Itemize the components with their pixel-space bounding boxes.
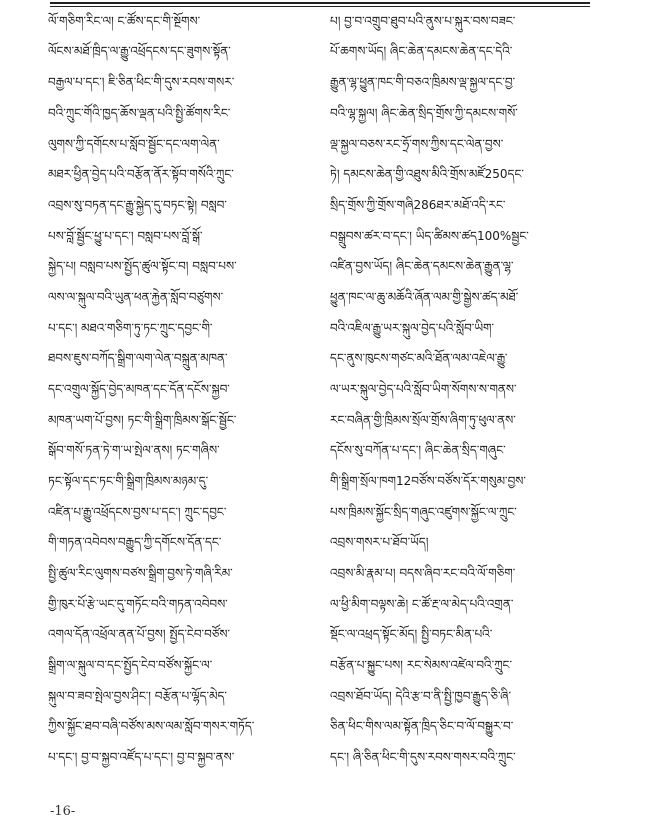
text-line: དང་ནུས་ཁུངས་གཙང་མའི་ཐོན་ལམ་འཇེལ་རྒྱུ་ bbox=[330, 351, 508, 365]
text-line: དངོས་སུ་བཀོན་པ་དང་། ཞིང་ཆེན་སྲིད་གཞུང་ bbox=[330, 443, 506, 457]
text-line: པས་ཁྲིམས་སྐྱོང་སྲིད་གཞུང་འཛུགས་སྐྱོང་ལ་ཀྲུང་ bbox=[330, 505, 517, 519]
text-line: པ་དང་། བྱ་བ་སྐྱབ་འཛོད་པ་དང་། བྱ་བ་སྐྱབ་ནས་ bbox=[48, 750, 235, 764]
text-line: སྲིད་གྲོས་ཀྱི་གྲོས་གཞི286ཐར་མཐོ་འདི་རང་ bbox=[330, 198, 506, 212]
text-line: སྐྱེད་པ། བསླབ་པས་སྤྱོད་ཚུལ་སྟོང་བ། བསླབ་པས་ bbox=[48, 259, 237, 273]
text-line: བསྒྲུབས་ཚར་བ་དང་། ཡིད་ཚིམས་ཚད100%སྦྱང་ bbox=[330, 229, 529, 243]
text-line: བའི་ཀྲུང་གོའི་ཁྱད་ཆོས་ལྡན་པའི་སྤྱི་ཚོགས་རིང་ bbox=[48, 106, 231, 120]
text-line: འཛིན་པ་རྒྱུ་འཕྲོདངས་བྱས་པ་དང་། ཀྲུང་དབྱང་ bbox=[48, 505, 227, 519]
text-line: ལ་ཕྱི་མིག་བལྟས་ཆེ། ང་ཚོ་རྔ་ལ་མེད་པའི་འགྲན་ bbox=[330, 597, 514, 611]
text-line: པ། བྱ་བ་འགྲུབ་ཐུབ་པའི་ནུས་པ་སྐུར་བས་བཟང་ bbox=[330, 14, 516, 28]
text-line: འབྲས་གསར་པ་ཐོབ་ཡོད། bbox=[330, 535, 429, 549]
text-line: སྐུལ་བ་ཟབ་སྤེལ་བྱས་ཤིང་། བརྩོན་པ་ལྷོད་མེད་ bbox=[48, 689, 227, 703]
text-line: ལུགས་ཀྱི་དགོངས་པ་སློབ་སྦྱོང་དང་ལག་ལེན་ bbox=[48, 137, 220, 151]
text-line: སྒོབ་གསོ་ཏན་ཏེ་ག་ཡ་སྤེལ་ནས། ཏང་གཞིས་ bbox=[48, 443, 220, 457]
text-line: མཐར་ཕྱིན་བྱེད་པའི་བརྩོན་ནོར་སྟོབ་གསོའི་ཀྲུང་ bbox=[48, 167, 234, 181]
text-line: ཀྱིས་སྐྱོང་ཐབ་བཞི་བཙོས་མས་ལམ་སློབ་གསར་གཏོད་ bbox=[48, 719, 255, 733]
text-line: པ་དང་། མཐའ་གཅིག་ཏུ་ཏང་ཀྲུང་དབྱང་གི་ bbox=[48, 321, 213, 335]
text-line: འབྲས་མི་རྣམ་པ། བདས་ཞིབ་རང་བའི་ལོ་གཅིག་ bbox=[330, 566, 516, 580]
text-line: གྱི་ཁུར་པོ་རྩེ་ཡང་དུ་གཏོང་བའི་གཏན་འབེབས་ bbox=[48, 597, 228, 611]
text-line: འཛིན་བྱས་ཡོད། ཞིང་ཆེན་དམངས་ཆེན་རྒྱུན་ལྷ་ bbox=[330, 259, 514, 273]
text-line: པོ་ཆགས་ཡོད། ཞིང་ཆེན་དམངས་ཆེན་དང་དེའི་ bbox=[330, 44, 513, 58]
text-line: འགལ་དོན་འཕྲོལ་ནན་པོ་བྱས། སྤྱོད་ངེབ་བཙོས་ bbox=[48, 627, 231, 641]
text-line: བའི་འཇིལ་རྒྱུ་ཡར་སྐུལ་བྱེད་པའི་སློབ་ཡིག་ bbox=[330, 321, 494, 335]
text-line: ཅིན་ཕིང་གིས་ལམ་སྟོན་ཁྲིད་ཅིང་བ་ལོ་བསྒྱུར་བ་ bbox=[330, 719, 514, 733]
text-line: དང་། ཞི་ཅིན་ཕིང་གི་དུས་རབས་གསར་བའི་ཀྲུང་ bbox=[330, 750, 516, 764]
text-line: སྤྱི་ཚུལ་རིང་ལུགས་བཙས་སྒྲིག་བྱས་ཏེ་གཞི་རིམ་ bbox=[48, 566, 233, 580]
text-line: འབྲས་ཐོབ་ཡོད། དེའི་རྩ་བ་ནི་སྤྱི་ཁྱབ་རྒྱུད་ཅི་ཞི་ bbox=[330, 689, 512, 703]
text-line: ཏེ། དམངས་ཆེན་གྱི་འཐུས་མིའི་གྲོས་མཛོ250དང་ bbox=[330, 167, 524, 181]
text-line: དང་འགྲུལ་སྐྱོད་བྱེད་མཁན་དང་དོན་དངོས་སྐྱབ་ bbox=[48, 382, 230, 396]
text-line: ལྡ་སྐྱལ་བཅས་རང་ཧྲོ་གས་ཀྱིས་དང་ལེན་བྱས་ bbox=[330, 137, 504, 151]
text-line: ལོངས་མཐོ་ཁྲིད་ལ་རྒྱུ་འཕྲོདངས་དང་ཟུགས་སྟོན་ bbox=[48, 44, 231, 58]
text-line: བརྒྱལ་པ་དང་། ཇི་ཅིན་ཕིང་གི་དུས་རབས་གསར་ bbox=[48, 75, 235, 89]
text-line: བརྩོན་པ་སྐྱུང་པས། རང་སེམས་འཛེལ་བའི་ཀྲུང་ bbox=[330, 658, 513, 672]
text-line: པས་བློ་སྦྱོང་ཕྱུ་པ་དང་། བསླབ་པས་བློ་སྒོ་ bbox=[48, 229, 203, 243]
text-line: ལ་ཡར་སྐུལ་བྱེད་པའི་སློབ་ཡིག་སོགས་ས་གནས་ bbox=[330, 382, 517, 396]
page-number: -16- bbox=[50, 804, 76, 819]
text-line: རང་བཞིན་གྱི་ཁྲིམས་སྲོལ་གྲོས་ཞིག་ཏུ་ཕུལ་ནས་ bbox=[330, 413, 516, 427]
text-line: ཐབས་ཇུས་བཀོད་སྒྲིག་ལག་ལེན་བསྐྲུན་མཁན་ bbox=[48, 351, 228, 365]
text-line: གི་གཏན་འབེབས་བརྒྱུད་ཀྱི་དགོངས་དོན་དང་ bbox=[48, 535, 222, 549]
text-line: གི་སྒྲིག་སྲོལ་ཁག12བཙོས་བཙོས་དོར་གསུམ་བྱས་ bbox=[330, 474, 526, 488]
text-line: སྒྲིག་ལ་སྐུལ་བ་དང་སྤྱོད་ངེབ་བཙོས་སྐྱོང་ལ་ bbox=[48, 658, 213, 672]
text-line: བའི་ལྷ་སྐྱལ། ཞིང་ཆེན་སྲིད་གྲོས་ཀྱི་དམངས་གསོ་ bbox=[330, 106, 518, 120]
text-line: འབྲས་སུ་བཏན་དང་རྒྱུ་སྐྱེད་དུ་བཏང་སྟེ། བསླབ་ bbox=[48, 198, 227, 212]
text-line: ཕྱུན་ཁང་ལ་ཆུ་མཆོའི་ཞོན་ལམ་གྱི་སྒྱེས་ཚད་མཐོ་ bbox=[330, 290, 519, 304]
left-text-column bbox=[48, 0, 320, 790]
text-line: ལོ་གཅིག་རིང་ལ། ང་ཚོས་དང་གི་སྔོགས་ bbox=[48, 14, 201, 28]
text-line: ལས་ལ་སྐུལ་བའི་ཡུན་ཕན་རྐྱེན་སློབ་བཙུགས་ bbox=[48, 290, 224, 304]
text-line: རྒྱུན་ལྷ་ཕྱུན་ཁང་གི་བཅའ་ཁྲིམས་ལྡ་སྐྱལ་དང་བྱ་ bbox=[330, 75, 516, 89]
right-text-column bbox=[330, 0, 602, 790]
text-line: ཏང་སྟོལ་དང་ཏང་གི་སྒྲིག་ཁྲིམས་མཉམ་དུ་ bbox=[48, 474, 209, 488]
text-line: སྡོང་ལ་འཕྲད་སྟོང་མོད། སྤྱི་བཏང་མིན་པའི་ bbox=[330, 627, 493, 641]
text-line: མཁན་ཡག་པོ་བྱས། ཏང་གི་སྒྲིག་ཁྲིམས་སྒོང་སྦྱོང་ bbox=[48, 413, 237, 427]
